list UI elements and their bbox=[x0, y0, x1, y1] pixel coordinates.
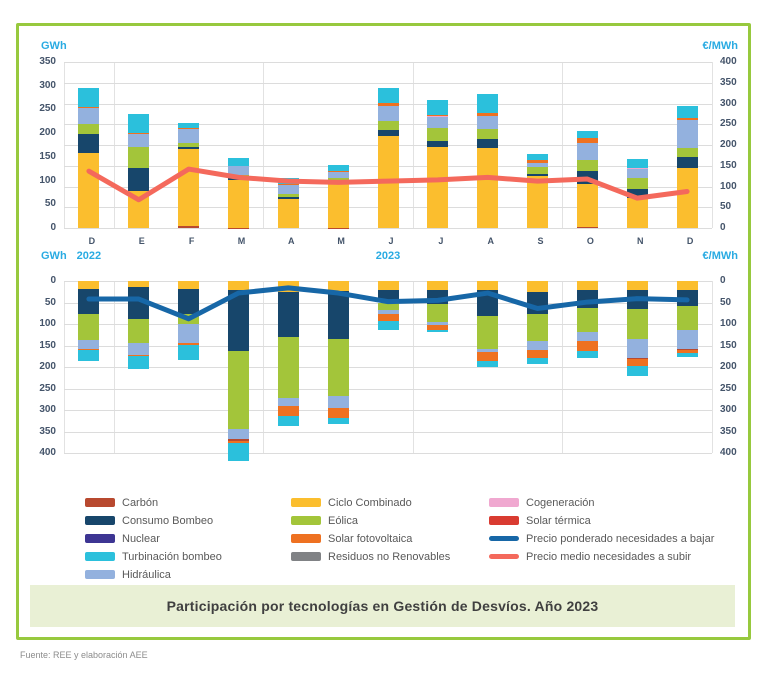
month-label: A bbox=[288, 236, 295, 246]
axis-tick-right: 100 bbox=[720, 318, 737, 329]
legend-item-residuos bbox=[291, 551, 450, 563]
legend-label: Ciclo Combinado bbox=[328, 497, 412, 509]
month-label: J bbox=[388, 236, 394, 246]
month-label: D bbox=[88, 236, 96, 246]
axis-tick-left: 300 bbox=[39, 404, 56, 415]
chart-upward-needs bbox=[39, 56, 737, 233]
chart-downward-needs bbox=[39, 275, 737, 458]
legend-column bbox=[85, 497, 222, 587]
legend-label: Solar térmica bbox=[526, 515, 591, 527]
axis-tick-left: 400 bbox=[39, 447, 56, 458]
legend-item-nuclear bbox=[85, 533, 222, 545]
legend-label: Residuos no Renovables bbox=[328, 551, 451, 563]
axis-tick-right: 300 bbox=[720, 404, 737, 415]
axis-tick-right: 400 bbox=[720, 447, 737, 458]
axis-tick-left: 100 bbox=[39, 318, 56, 329]
axis-tick-left: 350 bbox=[39, 56, 56, 67]
chart-title: Participación por tecnologías en Gestión de Desvíos. Año 2023 bbox=[166, 598, 599, 614]
gridline-vertical bbox=[712, 281, 713, 453]
axis-unit-top-left: GWh bbox=[41, 40, 67, 52]
axis-tick-left: 300 bbox=[39, 79, 56, 91]
axis-tick-right: 250 bbox=[720, 118, 737, 130]
axis-tick-left: 0 bbox=[50, 275, 56, 286]
axis-tick-left: 250 bbox=[39, 382, 56, 394]
year-label: 2023 bbox=[375, 250, 401, 262]
month-label: M bbox=[337, 236, 345, 246]
axis-unit-top-right: €/MWh bbox=[702, 40, 738, 52]
axis-tick-right: 350 bbox=[720, 425, 737, 437]
legend-label: Nuclear bbox=[122, 533, 160, 545]
legend-swatch-solar_termica bbox=[489, 516, 519, 525]
gridline bbox=[64, 228, 712, 229]
legend-column bbox=[291, 497, 450, 569]
legend-label: Solar fotovoltaica bbox=[328, 533, 413, 545]
legend-item-cogeneracion bbox=[489, 497, 714, 509]
gridline-vertical bbox=[712, 62, 713, 228]
axis-tick-right: 0 bbox=[720, 275, 726, 286]
axis-tick-right: 200 bbox=[720, 139, 737, 150]
axis-tick-left: 150 bbox=[39, 339, 56, 351]
legend-label: Turbinación bombeo bbox=[122, 551, 222, 563]
month-label: E bbox=[138, 236, 145, 246]
legend-label: Precio ponderado necesidades a bajar bbox=[526, 533, 715, 545]
axis-unit-mid-left: GWh bbox=[41, 250, 67, 262]
legend-swatch-precio_subir bbox=[489, 554, 519, 559]
legend-label: Eólica bbox=[328, 515, 358, 527]
axis-tick-left: 50 bbox=[44, 198, 56, 210]
axis-tick-left: 150 bbox=[39, 150, 56, 162]
axis-tick-right: 250 bbox=[720, 382, 737, 394]
legend-swatch-cogeneracion bbox=[489, 498, 519, 507]
legend-item-solar_termica bbox=[489, 515, 714, 527]
legend-label: Hidráulica bbox=[122, 569, 171, 581]
axis-unit-mid-right: €/MWh bbox=[702, 250, 738, 262]
chart-frame bbox=[16, 23, 751, 640]
legend-item-turbinacion_bombeo bbox=[85, 551, 222, 563]
month-axis bbox=[67, 236, 715, 248]
legend-label: Carbón bbox=[122, 497, 159, 509]
legend-swatch-residuos bbox=[291, 552, 321, 561]
month-label: J bbox=[438, 236, 444, 246]
legend-item-precio_bajar bbox=[489, 533, 714, 545]
axis-tick-right: 400 bbox=[720, 56, 737, 67]
month-label: F bbox=[188, 236, 195, 246]
axis-tick-right: 0 bbox=[720, 222, 726, 233]
legend-swatch-consumo_bombeo bbox=[85, 516, 115, 525]
axis-tick-left: 50 bbox=[44, 296, 56, 308]
legend-item-solar_fotovoltaica bbox=[291, 533, 450, 545]
legend-swatch-precio_bajar bbox=[489, 536, 519, 541]
legend-label: Consumo Bombeo bbox=[122, 515, 214, 527]
legend-item-precio_subir bbox=[489, 551, 714, 563]
year-label: 2022 bbox=[76, 250, 102, 262]
axis-tick-right: 150 bbox=[720, 159, 737, 171]
axis-tick-left: 200 bbox=[39, 361, 56, 372]
axis-tick-right: 100 bbox=[720, 180, 737, 192]
price-line-precio_bajar bbox=[64, 281, 712, 453]
legend-item-ciclo_combinado bbox=[291, 497, 450, 509]
axis-tick-right: 300 bbox=[720, 97, 737, 109]
legend-item-consumo_bombeo bbox=[85, 515, 222, 527]
legend-swatch-turbinacion_bombeo bbox=[85, 552, 115, 561]
axis-tick-left: 100 bbox=[39, 174, 56, 186]
legend-swatch-eolica bbox=[291, 516, 321, 525]
price-line-precio_subir bbox=[64, 62, 712, 228]
month-label: S bbox=[537, 236, 544, 246]
axis-tick-left: 0 bbox=[50, 222, 56, 233]
legend-item-eolica bbox=[291, 515, 450, 527]
title-box bbox=[30, 585, 735, 627]
legend-swatch-carbon bbox=[85, 498, 115, 507]
month-label: A bbox=[487, 236, 494, 246]
month-label: O bbox=[586, 236, 594, 246]
axis-tick-right: 50 bbox=[720, 201, 732, 213]
axis-tick-right: 350 bbox=[720, 76, 737, 88]
legend-swatch-hidraulica bbox=[85, 570, 115, 579]
month-label: M bbox=[237, 236, 246, 246]
axis-tick-right: 200 bbox=[720, 361, 737, 372]
month-label: N bbox=[636, 236, 644, 246]
legend-swatch-nuclear bbox=[85, 534, 115, 543]
axis-tick-left: 200 bbox=[39, 127, 56, 139]
month-label: D bbox=[686, 236, 694, 246]
axis-tick-right: 150 bbox=[720, 339, 737, 351]
axis-tick-right: 50 bbox=[720, 296, 732, 308]
legend-label: Precio medio necesidades a subir bbox=[526, 551, 692, 563]
legend-swatch-solar_fotovoltaica bbox=[291, 534, 321, 543]
legend-label: Cogeneración bbox=[526, 497, 595, 509]
legend-swatch-ciclo_combinado bbox=[291, 498, 321, 507]
legend-item-hidraulica bbox=[85, 569, 222, 581]
legend-column bbox=[489, 497, 714, 569]
axis-tick-left: 350 bbox=[39, 425, 56, 437]
source-note: Fuente: REE y elaboración AEE bbox=[20, 650, 148, 660]
legend-item-carbon bbox=[85, 497, 222, 509]
axis-tick-left: 250 bbox=[39, 103, 56, 115]
gridline bbox=[64, 453, 712, 454]
